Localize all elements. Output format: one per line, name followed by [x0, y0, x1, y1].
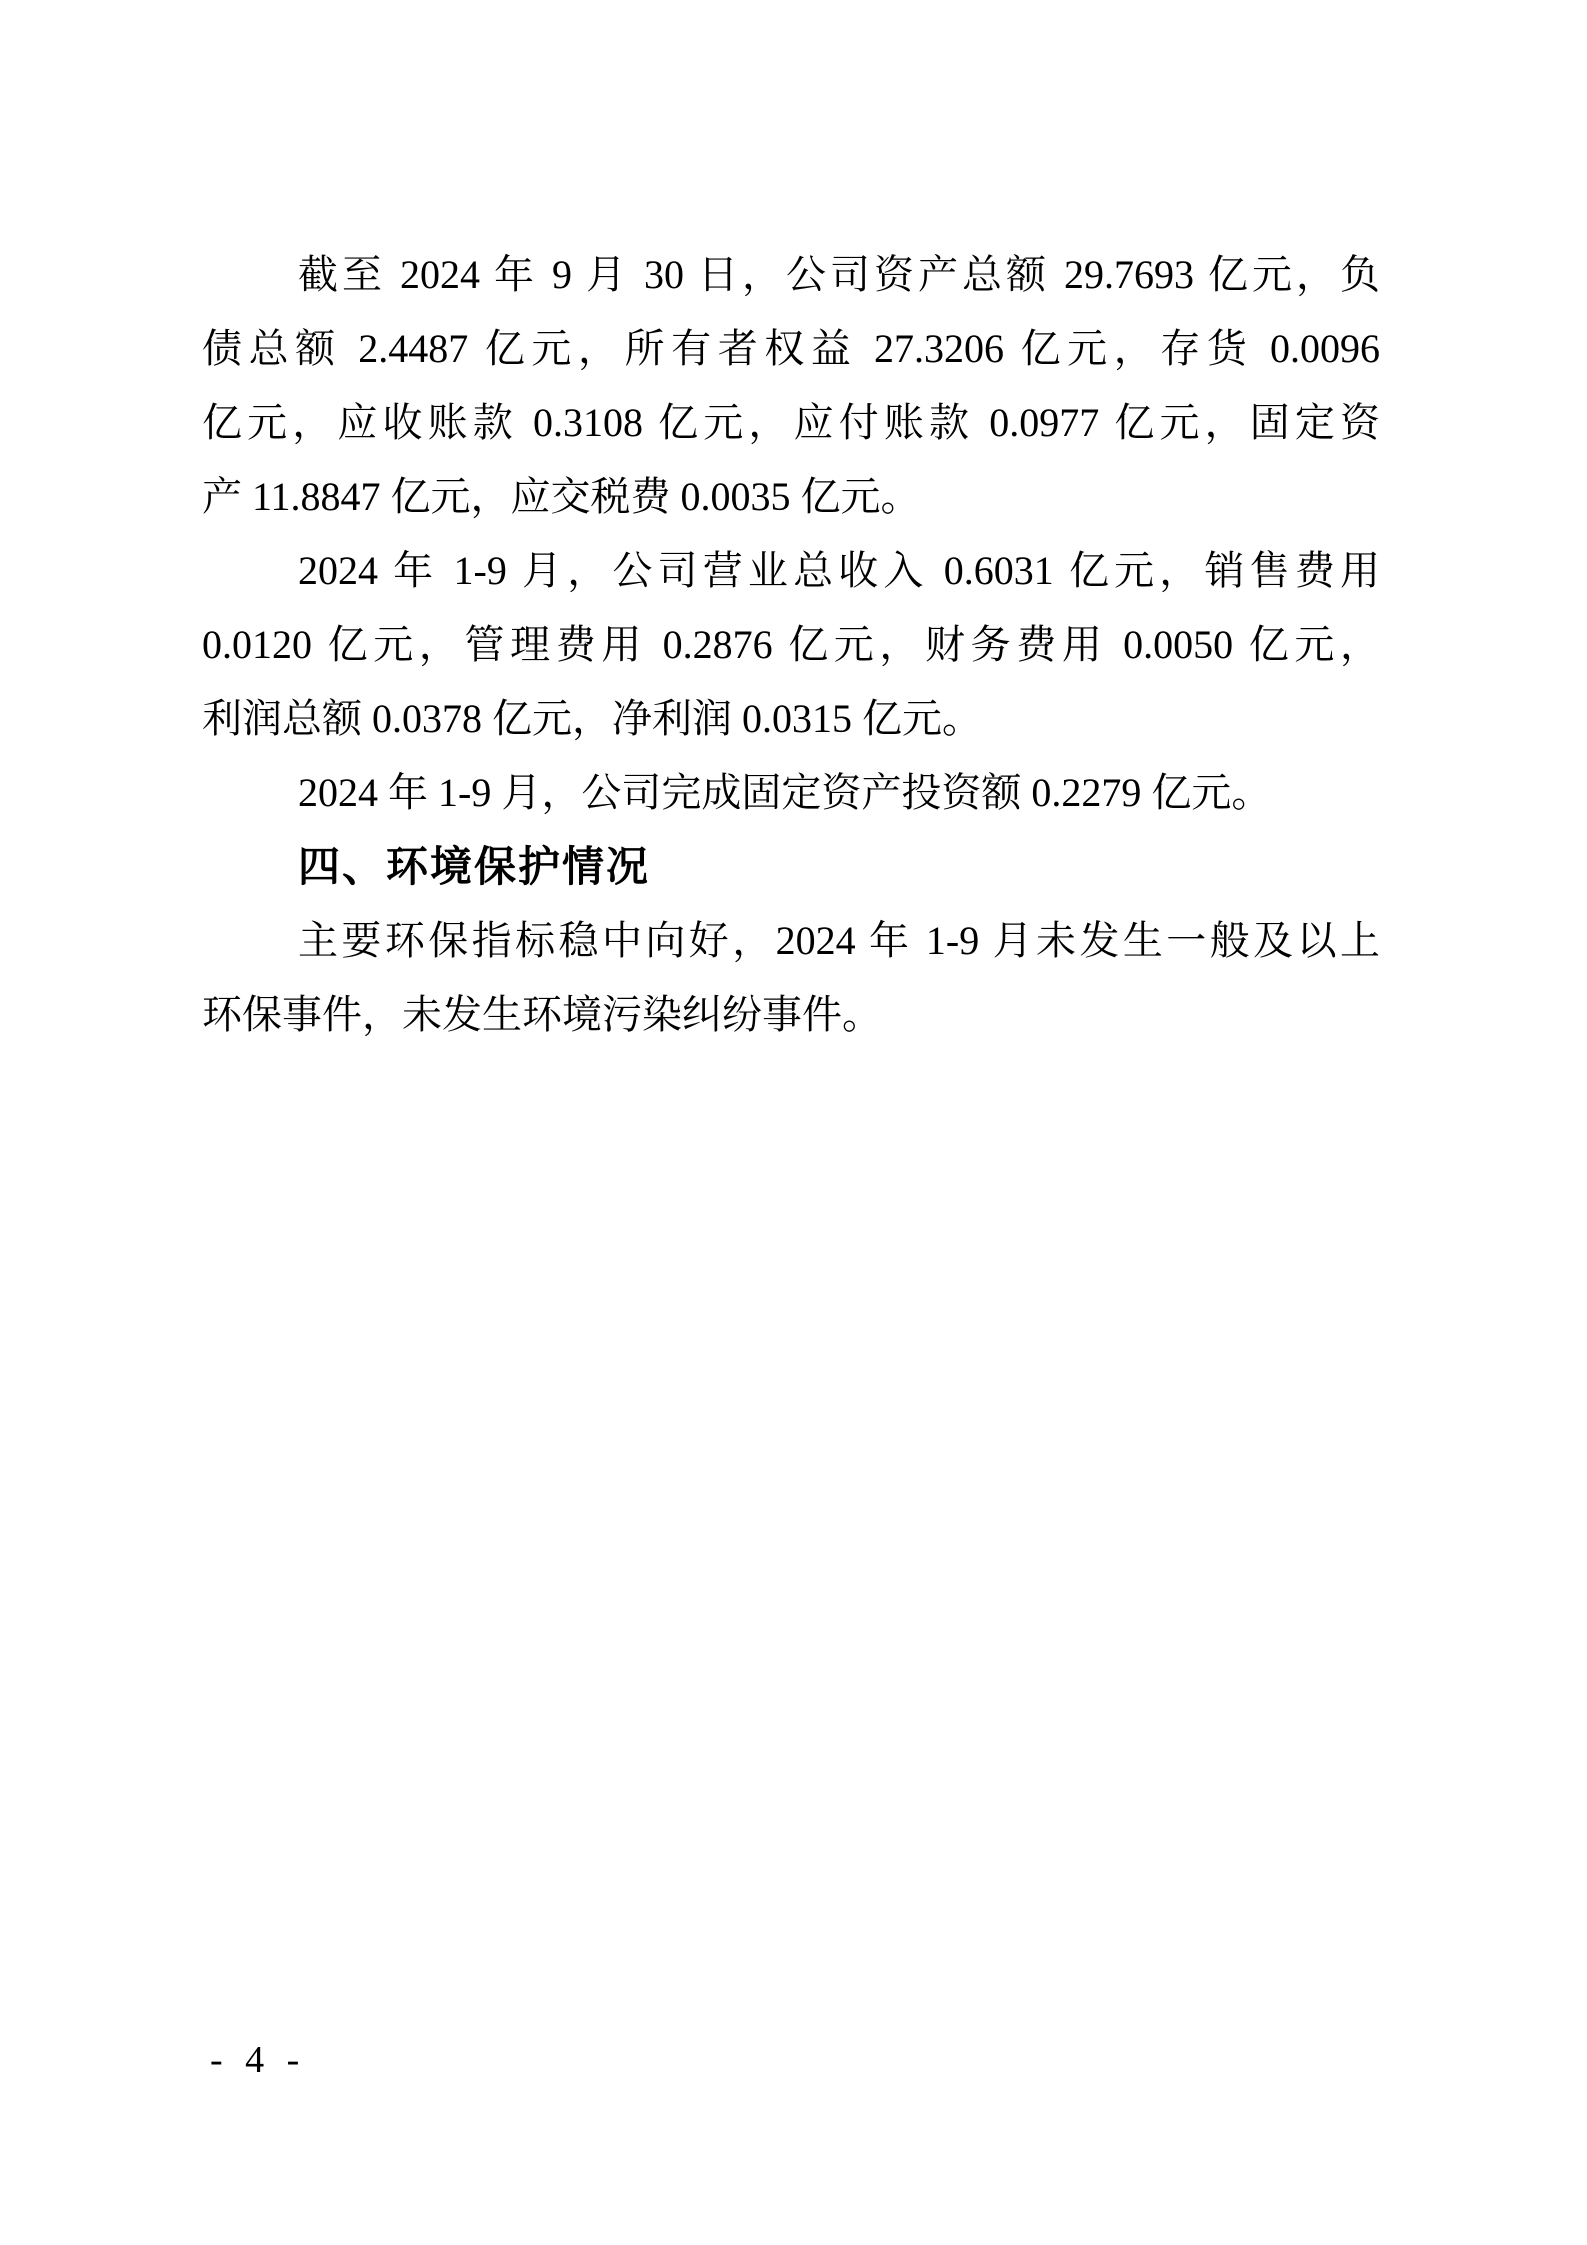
- page-number: - 4 -: [210, 2039, 300, 2081]
- paragraph-line: 产 11.8847 亿元，应交税费 0.0035 亿元。: [202, 474, 921, 519]
- paragraph-line: 亿元，应收账款 0.3108 亿元，应付账款 0.0977 亿元，固定资: [202, 400, 1380, 445]
- section-heading: 四、环境保护情况: [298, 843, 651, 890]
- paragraph-line: 截至 2024 年 9 月 30 日，公司资产总额 29.7693 亿元，负: [298, 252, 1380, 297]
- paragraph-line: 2024 年 1-9 月，公司营业总收入 0.6031 亿元，销售费用: [298, 548, 1380, 593]
- paragraph-line: 利润总额 0.0378 亿元，净利润 0.0315 亿元。: [202, 696, 982, 741]
- paragraph-line: 主要环保指标稳中向好，2024 年 1-9 月未发生一般及以上: [298, 918, 1380, 963]
- paragraph-line: 2024 年 1-9 月，公司完成固定资产投资额 0.2279 亿元。: [298, 770, 1272, 815]
- paragraph-line: 0.0120 亿元，管理费用 0.2876 亿元，财务费用 0.0050 亿元，: [202, 622, 1380, 667]
- document-body: [202, 238, 1380, 1052]
- paragraph-line: 环保事件，未发生环境污染纠纷事件。: [202, 992, 882, 1037]
- paragraph-line: 债总额 2.4487 亿元，所有者权益 27.3206 亿元，存货 0.0096: [202, 326, 1380, 371]
